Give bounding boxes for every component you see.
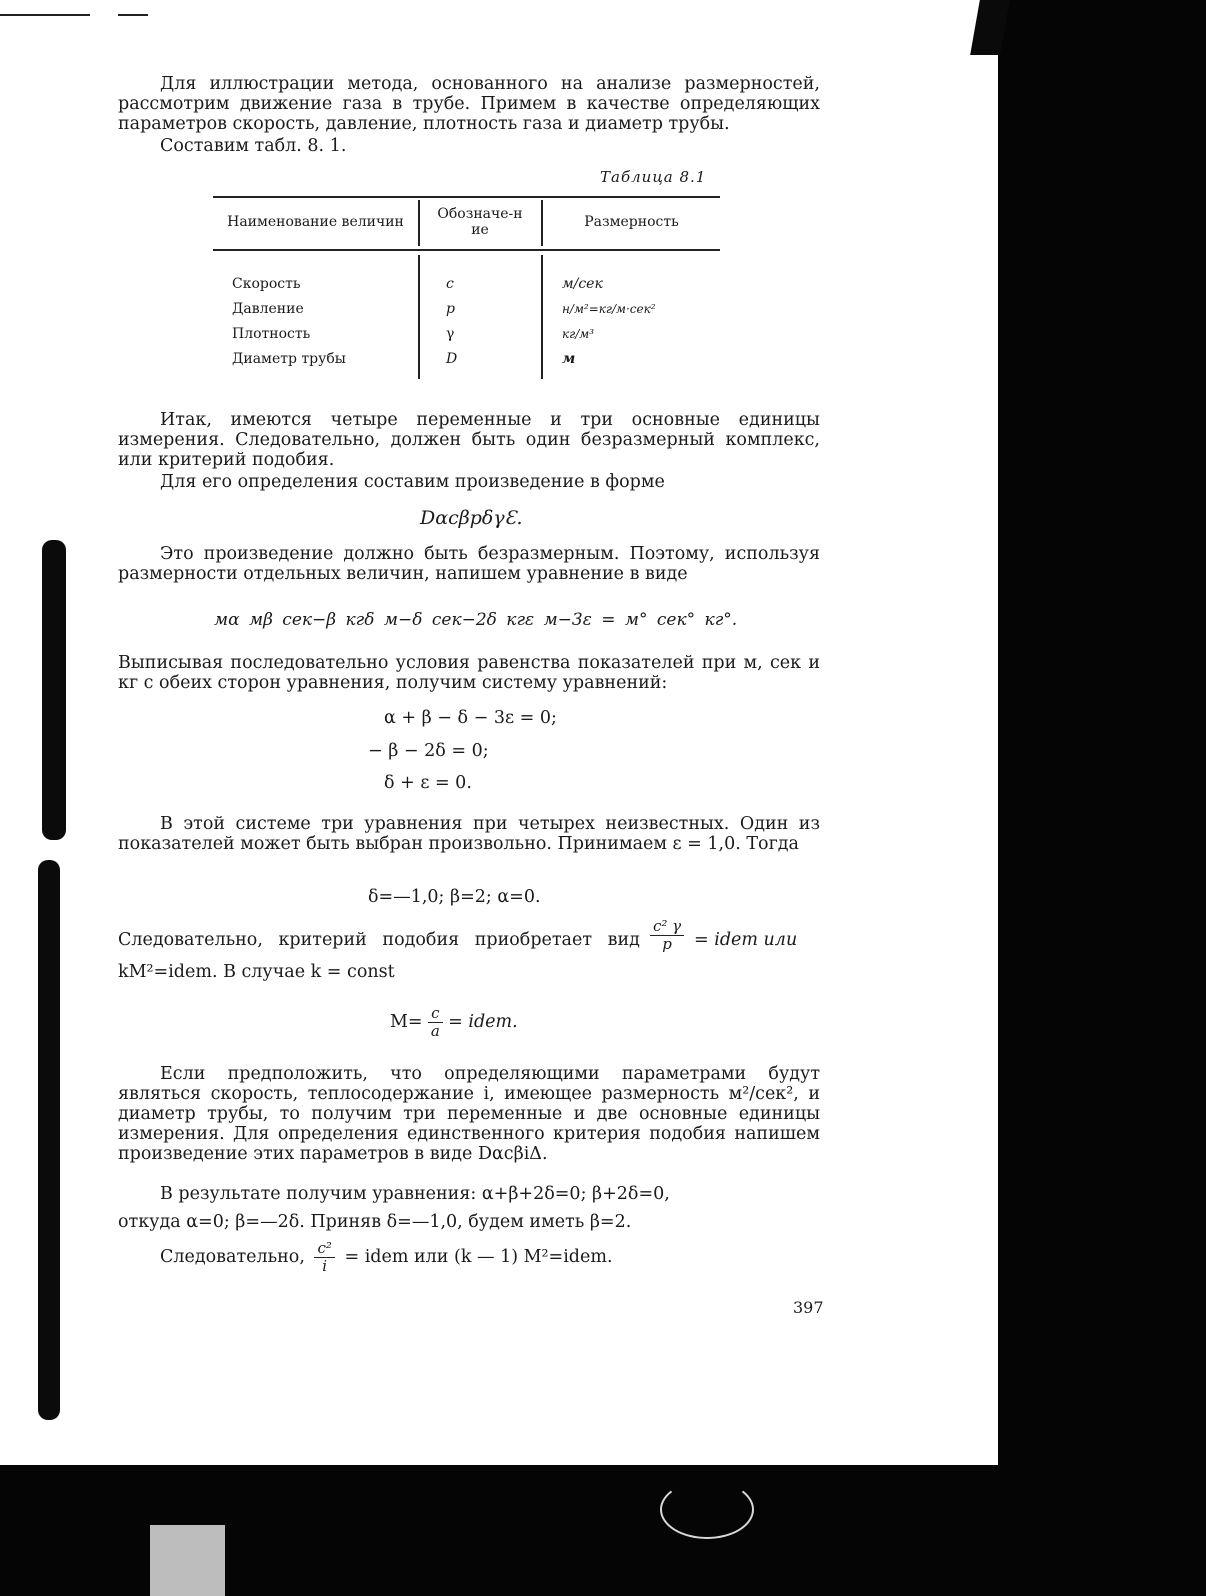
page-number: 397 (793, 1298, 824, 1317)
equation-3: δ + ε = 0. (384, 773, 472, 793)
paragraph-9: Если предположить, что определяющими параметрами будут являться скорость, теплосодержание i, имеющее размерность м²/сек², и диаметр трубы, то получим три переменные и две основные единицы измерения. Для определения единственного критерия подобия напишем произведение этих параметров в виде DαcβiΔ. (118, 1064, 820, 1164)
paragraph-3: Итак, имеются четыре переменные и три основные единицы измерения. Следовательно, должен быть один безразмерный комплекс, или критерий подобия. (118, 410, 820, 470)
formula-mach-left: M= (390, 1012, 423, 1032)
table-row-1-name: Скорость (232, 276, 301, 292)
table-row-4-dimension: м (562, 351, 576, 367)
table-row-1-dimension: м/сек (562, 276, 603, 292)
paragraph-2: Составим табл. 8. 1. (160, 136, 347, 156)
table-row-3-dimension: кг/м³ (562, 327, 595, 341)
table-caption: Таблица 8.1 (600, 168, 707, 186)
table-header-symbol: Обозначе-ние (437, 206, 523, 238)
paragraph-6: Выписывая последовательно условия равенства показателей при м, сек и кг с обеих сторон уравнения, получим систему уравнений: (118, 653, 820, 693)
table-row-1-symbol: c (446, 276, 454, 292)
formula-mach (390, 1005, 518, 1040)
paragraph-8-idem: = idem или (694, 930, 798, 950)
fraction-1-numerator: c² γ (650, 918, 684, 936)
paragraph-11: откуда α=0; β=—2δ. Приняв δ=—1,0, будем иметь β=2. (118, 1212, 632, 1232)
scan-left-binding-1 (42, 540, 66, 840)
scan-curl-mark (660, 1480, 754, 1539)
formula-mach-right: = idem. (448, 1012, 518, 1032)
fraction-1-denominator: p (662, 935, 672, 953)
table-top-rule (213, 196, 720, 198)
table-vrule-b2 (541, 255, 543, 379)
paragraph-8-start: Следовательно, критерий подобия приобретает вид (118, 930, 640, 950)
formula-dimension-equation: мα мβ сек−β кгδ м−δ сек−2δ кгε м−3ε = м° сек° кг°. (214, 610, 738, 630)
fraction-criterion-1 (650, 918, 684, 953)
paragraph-12 (160, 1240, 613, 1275)
fraction-3-numerator: c² (314, 1240, 334, 1258)
paragraph-12-start: Следовательно, (160, 1247, 305, 1267)
equation-2: − β − 2δ = 0; (368, 741, 489, 761)
table-row-2-name: Давление (232, 301, 304, 317)
table-header-rule (213, 249, 720, 251)
fraction-2-denominator: a (430, 1022, 440, 1040)
paragraph-7: В этой системе три уравнения при четырех неизвестных. Один из показателей может быть выбран произвольно. Принимаем ε = 1,0. Тогда (118, 814, 820, 854)
scan-left-binding-2 (38, 860, 60, 1420)
paragraph-5: Это произведение должно быть безразмерным. Поэтому, используя размерности отдельных величин, напишем уравнение в виде (118, 544, 820, 584)
formula-product: DαcβpδγƐ. (420, 507, 523, 529)
paragraph-8-end: kM²=idem. В случае k = const (118, 962, 395, 982)
table-row-2-dimension: н/м²=кг/м·сек² (562, 302, 656, 316)
table-row-3-symbol: γ (446, 326, 455, 342)
paragraph-12-end: = idem или (k — 1) M²=idem. (344, 1247, 613, 1267)
table-row-4-symbol: D (446, 351, 458, 367)
scan-dark-margin-right (998, 0, 1206, 1465)
table-header-dimension: Размерность (584, 214, 679, 230)
paragraph-4: Для его определения составим произведение в форме (160, 472, 665, 492)
table-row-4-name: Диаметр трубы (232, 351, 346, 367)
scan-dash-top-left (0, 14, 90, 16)
fraction-3-denominator: i (322, 1257, 328, 1275)
fraction-2-numerator: c (428, 1005, 442, 1023)
formula-solution: δ=—1,0; β=2; α=0. (368, 887, 541, 907)
paragraph-1: Для иллюстрации метода, основанного на анализе размерностей, рассмотрим движение газа в трубе. Примем в качестве определяющих параметров скорость, давление, плотность газа и диаметр трубы. (118, 74, 820, 134)
table-row-2-symbol: p (446, 301, 455, 317)
table-row-3-name: Плотность (232, 326, 311, 342)
table-header-name: Наименование величин (227, 214, 404, 230)
scan-gray-patch (150, 1525, 225, 1596)
equation-1: α + β − δ − 3ε = 0; (384, 708, 557, 728)
scan-dash-top-left-2 (118, 14, 148, 16)
paragraph-10: В результате получим уравнения: α+β+2δ=0; β+2δ=0, (160, 1184, 670, 1204)
table-vrule-b1 (418, 255, 420, 379)
